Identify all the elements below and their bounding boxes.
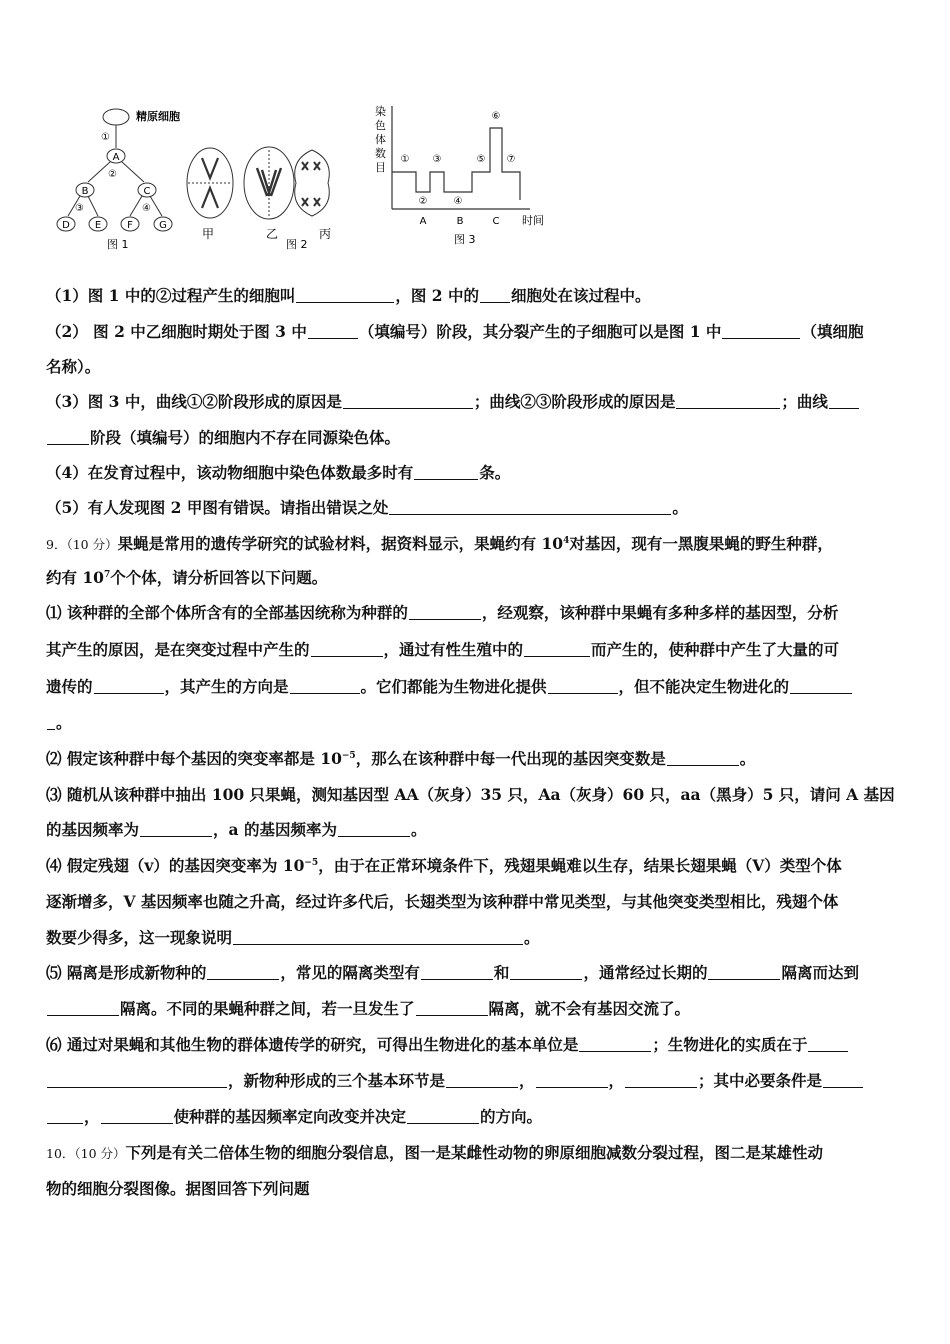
answer-blank[interactable] (722, 323, 800, 339)
figure-strip (50, 100, 570, 260)
q9-sub-3-l2: 的基因频率为 ，a 的基因频率为 。 (46, 820, 427, 839)
answer-blank[interactable] (524, 641, 590, 657)
answer-blank[interactable] (47, 1072, 227, 1088)
fig3-stage: ③ (432, 154, 442, 165)
answer-blank[interactable] (808, 1036, 848, 1052)
answer-blank[interactable] (708, 964, 780, 980)
answer-blank[interactable] (311, 641, 383, 657)
answer-blank[interactable] (480, 287, 510, 303)
answer-blank[interactable] (536, 1072, 608, 1088)
q8-part-1: （1）图 1 中的②过程产生的细胞叫 ，图 2 中的 细胞处在该过程中。 (46, 286, 651, 305)
answer-blank[interactable] (667, 750, 739, 766)
answer-blank[interactable] (510, 964, 582, 980)
fig1-node: F (127, 220, 133, 231)
fig1-step-1: ① (101, 132, 110, 143)
fig1-node: B (81, 186, 89, 197)
fig3-ylabel-char: 色 (375, 119, 386, 132)
q9-sub-6-l3: ， 使种群的基因频率定向改变并决定 的方向。 (46, 1107, 906, 1127)
fig1-step-2: ② (108, 169, 117, 180)
fig3-xlabel: 时间 (522, 214, 544, 227)
q8-part-4: （4）在发育过程中，该动物细胞中染色体数最多时有 条。 (46, 463, 511, 482)
q8-part-5: （5）有人发现图 2 甲图有错误。请指出错误之处 。 (46, 498, 688, 517)
q9-sub-4-l2: 逐渐增多，V 基因频率也随之升高，经过许多代后，长翅类型为该种群中常见类型，与其他突变类型相比，残翅个体 (46, 892, 839, 911)
answer-blank[interactable] (409, 604, 481, 620)
q8-part-2-cont: 名称）。 (46, 357, 101, 376)
answer-blank[interactable] (676, 393, 780, 409)
q8-part-3-cont: 阶段（填编号）的细胞内不存在同源染色体。 (46, 428, 906, 448)
answer-blank[interactable] (47, 1108, 83, 1124)
fig3-stage: ① (400, 154, 410, 165)
fig1-node: G (159, 220, 167, 231)
answer-blank[interactable] (625, 1072, 697, 1088)
q9-sub-2: ⑵ 假定该种群中每个基因的突变率都是 $10^{-5}$，那么在该种群中每一代出现的基因突变数是 。 (46, 749, 756, 768)
answer-blank[interactable] (414, 464, 478, 480)
fig3-ylabel-char: 目 (375, 161, 386, 174)
answer-blank[interactable] (446, 1072, 518, 1088)
q9-sub-5: ⑸ 隔离是形成新物种的 ，常见的隔离类型有 和 ，通常经过长期的 隔离而达到 (46, 963, 859, 982)
fig3-stage: ⑦ (506, 154, 516, 165)
q9-sub-4-l3: 数要少得多，这一现象说明 。 (46, 928, 540, 947)
answer-blank[interactable] (47, 429, 89, 445)
q10-intro-cont: 物的细胞分裂图像。据图回答下列问题 (46, 1179, 310, 1198)
q9-sub-1-l3: 遗传的 ，其产生的方向是 。它们都能为生物进化提供 ，但不能决定生物进化的 (46, 677, 906, 697)
answer-blank[interactable] (416, 1000, 488, 1016)
q9-intro-cont: 约有 $10^7$个个体，请分析回答以下问题。 (46, 568, 328, 587)
q9-sub-3: ⑶ 随机从该种群中抽出 100 只果蝇，测知基因型 AA（灰身）35 只，Aa（灰身）60 只，aa（黑身）5 只，请问 A 基因 (46, 785, 895, 804)
question-score: （10 分） (66, 537, 118, 552)
q9-sub-1: ⑴ 该种群的全部个体所含有的全部基因统称为种群的 ，经观察，该种群中果蝇有多种多样的基因型，分析 (46, 603, 839, 622)
answer-blank[interactable] (94, 678, 164, 694)
answer-blank[interactable] (421, 964, 493, 980)
answer-blank[interactable] (389, 499, 671, 515)
question-number: 10． (46, 1146, 75, 1161)
q8-part-3: （3）图 3 中，曲线①②阶段形成的原因是 ；曲线②③阶段形成的原因是 ；曲线 (46, 392, 906, 412)
fig3-stage: ⑥ (491, 111, 501, 122)
question-score: （10 分） (74, 1146, 126, 1161)
fig1-step-4: ④ (142, 203, 151, 214)
answer-blank[interactable] (47, 714, 55, 730)
q8-part-2: （2） 图 2 中乙细胞时期处于图 3 中 （填编号）阶段，其分裂产生的子细胞可以是图 1 中 （填细胞 (46, 322, 864, 341)
fig2-label-jia: 甲 (201, 227, 215, 241)
fig3-stage: ⑤ (476, 154, 486, 165)
fig3-stage: ② (418, 196, 428, 207)
q10-intro: 10．（10 分）下列是有关二倍体生物的细胞分裂信息，图一是某雌性动物的卵原细胞减数分裂过程，图二是某雄性动 (46, 1143, 824, 1162)
fig3-xtick: B (456, 216, 464, 227)
answer-blank[interactable] (548, 678, 618, 694)
fig3-xtick: C (492, 216, 500, 227)
q9-sub-6-l2: ，新物种形成的三个基本环节是 ， ， ；其中必要条件是 (46, 1071, 906, 1091)
figure-2 (187, 147, 329, 219)
answer-blank[interactable] (579, 1036, 651, 1052)
fig3-xtick: A (419, 216, 427, 227)
answer-blank[interactable] (296, 287, 394, 303)
fig2-caption: 图 2 (286, 238, 308, 251)
answer-blank[interactable] (829, 393, 859, 409)
fig3-caption: 图 3 (454, 233, 476, 246)
answer-blank[interactable] (101, 1108, 173, 1124)
fig1-node: D (62, 220, 70, 231)
answer-blank[interactable] (407, 1108, 479, 1124)
fig3-ylabel-char: 数 (375, 147, 386, 160)
fig1-step-3: ③ (75, 203, 84, 214)
fig1-node: E (94, 220, 102, 231)
answer-blank[interactable] (823, 1072, 863, 1088)
fig1-caption: 图 1 (107, 238, 129, 251)
answer-blank[interactable] (233, 929, 523, 945)
fig2-label-bing: 丙 (318, 227, 332, 241)
q9-intro: 9．（10 分）果蝇是常用的遗传学研究的试验材料，据资料显示，果蝇约有 $10^4$对基因，现有一黑腹果蝇的野生种群， (46, 534, 833, 553)
q9-sub-6: ⑹ 通过对果蝇和其他生物的群体遗传学的研究，可得出生物进化的基本单位是 ；生物进化的实质在于 (46, 1035, 906, 1055)
q9-sub-4: ⑷ 假定残翅（v）的基因突变率为 $10^{-5}$，由于在正常环境条件下，残翅果蝇难以生存，结果长翅果蝇（V）类型个体 (46, 856, 842, 875)
answer-blank[interactable] (290, 678, 360, 694)
answer-blank[interactable] (343, 393, 473, 409)
fig3-ylabel-char: 体 (375, 133, 386, 146)
answer-blank[interactable] (47, 1000, 119, 1016)
fig2-label-yi: 乙 (265, 227, 279, 241)
fig1-node: A (112, 152, 120, 163)
q9-sub-5-l2: 隔离。不同的果蝇种群之间，若一旦发生了 隔离，就不会有基因交流了。 (46, 999, 906, 1019)
answer-blank[interactable] (140, 821, 212, 837)
answer-blank[interactable] (790, 678, 852, 694)
answer-blank[interactable] (308, 323, 358, 339)
fig1-node: C (143, 186, 151, 197)
fig3-stage: ④ (453, 196, 463, 207)
fig1-root-label: 精原细胞 (136, 110, 180, 123)
q9-sub-1-l4: 。 (46, 713, 906, 733)
answer-blank[interactable] (338, 821, 410, 837)
q9-sub-1-l2: 其产生的原因，是在突变过程中产生的 ，通过有性生殖中的 而产生的，使种群中产生了大量的可 (46, 640, 840, 659)
question-number: 9． (46, 537, 67, 552)
answer-blank[interactable] (207, 964, 279, 980)
fig3-ylabel-char: 染 (375, 105, 386, 118)
